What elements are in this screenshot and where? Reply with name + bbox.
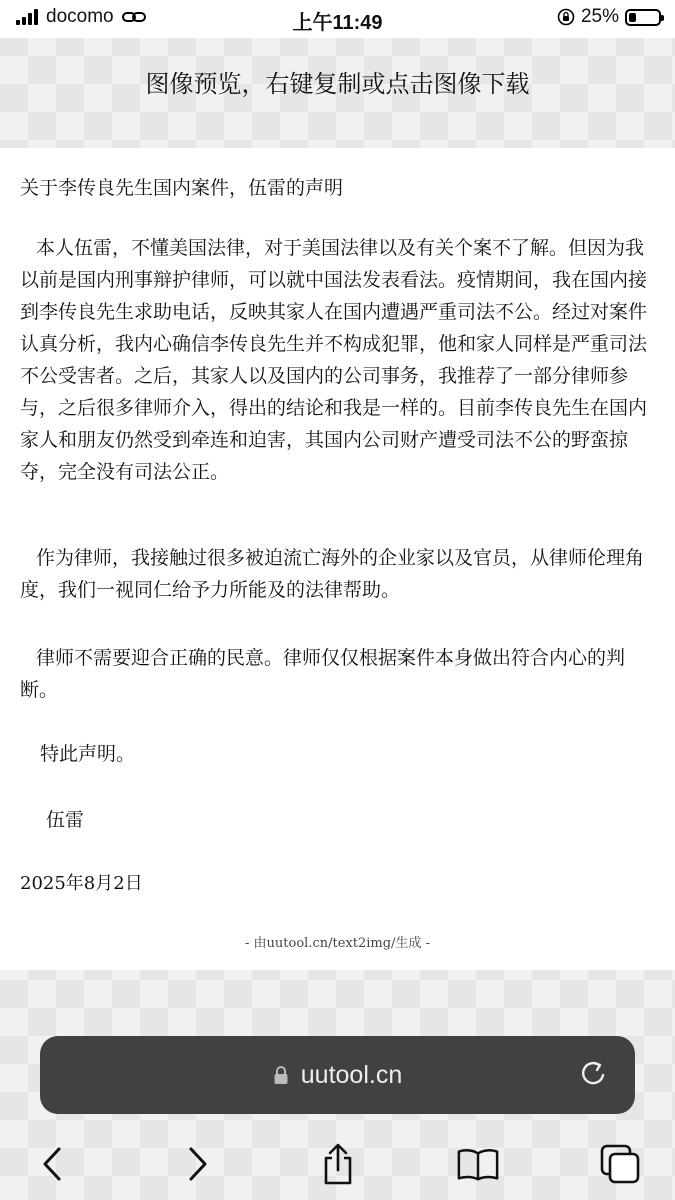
document-image[interactable] — [0, 148, 675, 970]
signature: 伍雷 — [46, 809, 85, 831]
document-title: 关于李传良先生国内案件，伍雷的声明 — [20, 177, 344, 199]
battery-percent: 25% — [580, 6, 619, 27]
tabs-icon — [598, 1142, 642, 1186]
paragraph-2: 作为律师，我接触过很多被迫流亡海外的企业家以及官员，从律师伦理角度，我们一视同仁给予力所能及的法律帮助。 — [20, 547, 645, 601]
status-right — [557, 6, 661, 28]
battery-fill — [629, 13, 636, 22]
forward-button[interactable] — [176, 1142, 220, 1186]
orientation-lock-icon — [557, 8, 575, 26]
chevron-left-icon — [41, 1146, 63, 1182]
address-field[interactable] — [40, 1036, 635, 1114]
url-text: uutool.cn — [300, 1060, 403, 1089]
paragraph-3: 律师不需要迎合正确的民意。律师仅仅根据案件本身做出符合内心的判断。 — [20, 647, 626, 701]
reload-icon[interactable] — [577, 1058, 609, 1090]
carrier-name: docomo — [46, 6, 114, 27]
bookmarks-button[interactable] — [456, 1142, 500, 1186]
browser-toolbar — [0, 1130, 675, 1200]
lock-icon — [273, 1065, 289, 1085]
back-button[interactable] — [30, 1142, 74, 1186]
battery-icon — [625, 9, 661, 26]
address-bar[interactable] — [40, 1036, 635, 1114]
generator-credit: - 由uutool.cn/text2img/生成 - — [245, 936, 430, 951]
book-icon — [456, 1146, 500, 1182]
status-bar — [0, 0, 675, 38]
share-icon — [320, 1143, 356, 1185]
status-time: 上午11:49 — [292, 12, 383, 34]
share-button[interactable] — [316, 1142, 360, 1186]
chevron-right-icon — [187, 1146, 209, 1182]
tabs-button[interactable] — [598, 1142, 642, 1186]
declaration: 特此声明。 — [40, 743, 136, 765]
document-date: 2025年8月2日 — [20, 873, 143, 894]
preview-header: 图像预览，右键复制或点击图像下载 — [145, 70, 530, 98]
paragraph-1: 本人伍雷，不懂美国法律，对于美国法律以及有关个案不了解。但因为我以前是国内刑事辩护律师，可以就中国法发表看法。疫情期间，我在国内接到李传良先生求助电话，反映其家人在国内遭遇严重司法不公。经过对案件认真分析，我内心确信李传良先生并不构成犯罪，他和家人同样是严重司法不公受害者。之后，其家人以及国内的公司事务，我推荐了一部分律师参与，之后很多律师介入，得出的结论和我是一样的。目前李传良先生在国内家人和朋友仍然受到牵连和迫害，其国内公司财产遭受司法不公的野蛮掠夺，完全没有司法公正。 — [20, 237, 648, 483]
